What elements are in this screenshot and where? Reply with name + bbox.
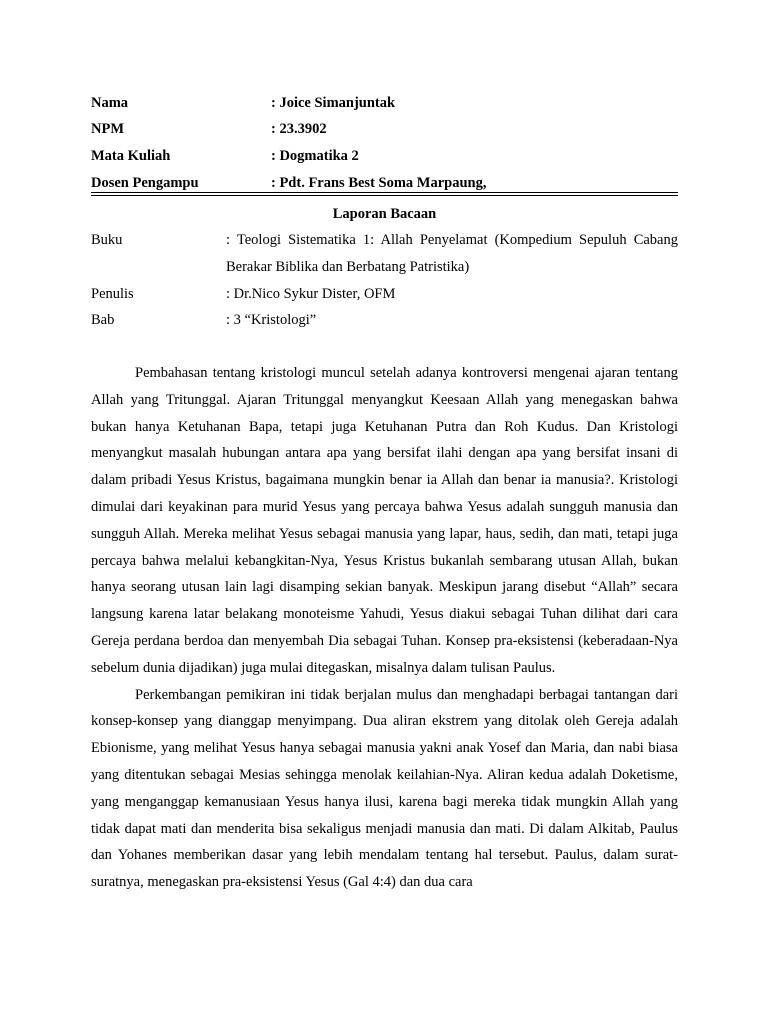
lecturer-label: Dosen Pengampu [91, 175, 199, 191]
lecturer-value: : Pdt. Frans Best Soma Marpaung, [271, 175, 487, 191]
book-value: : Teologi Sistematika 1: Allah Penyelamat (Kompedium Sepuluh Cabang Berakar Biblika dan Berbatang Patristika) [226, 232, 678, 275]
body-paragraph: Perkembangan pemikiran ini tidak berjalan mulus dan menghadapi berbagai tantangan dari konsep-konsep yang dianggap menyimpang. Dua aliran ekstrem yang ditolak oleh Gereja adalah Ebionisme, yang melihat Yesus hanya sebagai manusia yakni anak Yosef dan Maria, dan nabi biasa yang ditentukan sebagai Mesias sehingga menolak keilahian-Nya. Aliran kedua adalah Doketisme, yang menganggap kemanusiaan Yesus hanya ilusi, karena bagi mereka tidak mungkin Allah yang tidak dapat mati dan menderita bisa sekaligus menjadi manusia dan mati. Di dalam Alkitab, Paulus dan Yohanes memberikan dasar yang lebih mendalam tentang hal tersebut. Paulus, dalam surat-suratnya, menegaskan pra-eksistensi Yesus (Gal 4:4) dan dua cara [91, 686, 678, 891]
chapter-label: Bab [91, 312, 115, 328]
body-text [91, 360, 678, 896]
book-label: Buku [91, 232, 123, 248]
npm-label: NPM [91, 121, 125, 137]
name-value: : Joice Simanjuntak [271, 95, 396, 111]
header-divider-top [91, 192, 678, 193]
report-title: Laporan Bacaan [332, 206, 437, 222]
author-label: Penulis [91, 286, 134, 302]
author-value: : Dr.Nico Sykur Dister, OFM [226, 286, 396, 302]
header-divider-bottom [91, 195, 678, 196]
npm-value: : 23.3902 [271, 121, 327, 137]
course-value: : Dogmatika 2 [271, 148, 359, 164]
body-paragraph: Pembahasan tentang kristologi muncul setelah adanya kontroversi mengenai ajaran tentang Allah yang Tritunggal. Ajaran Tritunggal menyangkut Keesaan Allah yang menegaskan bahwa bukan hanya Ketuhanan Bapa, tetapi juga Ketuhanan Putra dan Roh Kudus. Dan Kristologi menyangkut masalah hubungan antara apa yang bersifat ilahi dengan apa yang bersifat insani di dalam pribadi Yesus Kristus, bagaimana mungkin benar ia Allah dan benar ia manusia?. Kristologi dimulai dari keyakinan para murid Yesus yang percaya bahwa Yesus adalah sungguh manusia dan sungguh Allah. Mereka melihat Yesus sebagai manusia yang lapar, haus, sedih, dan mati, tetapi juga percaya bahwa melalui kebangkitan-Nya, Yesus Kristus bukanlah sembarang utusan Allah, bukan hanya seorang utusan lain lagi disamping sekian banyak. Meskipun jarang disebut “Allah” secara langsung karena latar belakang monoteisme Yahudi, Yesus diakui sebagai Tuhan dilihat dari cara Gereja perdana berdoa dan menyembah Dia sebagai Tuhan. Konsep pra-eksistensi (keberadaan-Nya sebelum dunia dijadikan) juga mulai ditegaskan, misalnya dalam tulisan Paulus. [91, 365, 678, 676]
name-label: Nama [91, 95, 129, 111]
chapter-value: : 3 “Kristologi” [226, 312, 317, 328]
course-label: Mata Kuliah [91, 148, 171, 164]
